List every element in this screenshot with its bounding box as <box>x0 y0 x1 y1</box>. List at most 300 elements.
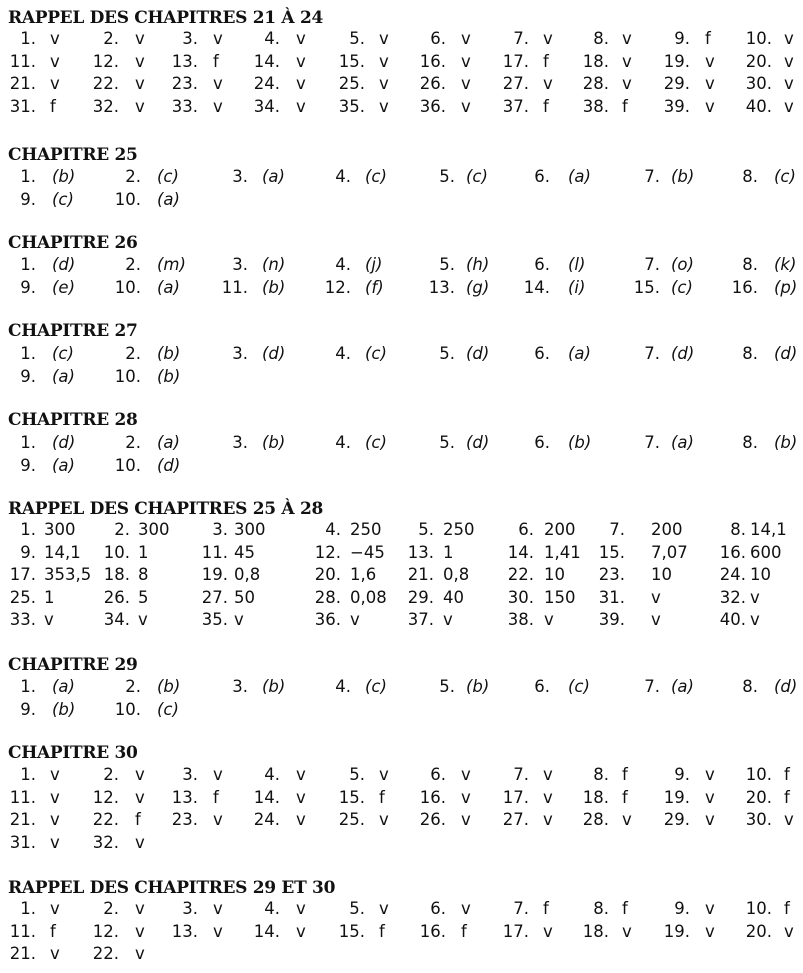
answer-value: 300 <box>138 520 170 539</box>
answer-value: (p) <box>774 277 798 297</box>
answer-value: v <box>750 587 760 607</box>
question-number: 1. <box>20 899 36 918</box>
answer-value: 250 <box>443 520 475 539</box>
question-number: 9. <box>674 29 690 48</box>
answer-value: (a) <box>568 167 591 186</box>
answer-value: v <box>213 899 223 918</box>
answer-value: (b) <box>262 277 286 297</box>
answer-value: (c) <box>568 677 590 696</box>
question-number: 10. <box>103 542 130 562</box>
question-number: 24. <box>719 565 746 585</box>
answer-value: (d) <box>466 433 490 452</box>
answer-value: v <box>379 51 389 71</box>
answer-value: v <box>651 587 661 607</box>
answer-value: f <box>461 921 467 941</box>
answer-value: v <box>461 810 471 830</box>
question-number: 38. <box>582 96 609 116</box>
answer-value: (c) <box>157 699 179 719</box>
answer-row <box>0 73 803 95</box>
question-number: 39. <box>598 610 625 630</box>
question-number: 23. <box>171 74 198 94</box>
answer-row <box>0 898 803 920</box>
answer-value: 0,8 <box>443 565 470 585</box>
question-number: 1. <box>20 677 36 696</box>
answer-value: v <box>543 765 553 784</box>
question-number: 16. <box>719 542 746 562</box>
answer-value: 14,1 <box>750 520 787 539</box>
answer-value: (a) <box>671 433 694 452</box>
answer-value: (b) <box>774 433 798 452</box>
question-number: 13. <box>171 921 198 941</box>
answer-value: (c) <box>671 277 693 297</box>
answer-value: v <box>379 899 389 918</box>
answer-value: f <box>50 921 56 941</box>
question-number: 4. <box>264 899 280 918</box>
question-number: 13. <box>407 542 434 562</box>
question-number: 28. <box>582 74 609 94</box>
answer-row <box>0 277 803 299</box>
answer-value: f <box>543 96 549 116</box>
answer-value: (n) <box>262 255 286 274</box>
answer-row <box>0 564 803 586</box>
question-number: 17. <box>502 787 529 807</box>
question-number: 35. <box>338 96 365 116</box>
question-number: 5. <box>418 520 434 539</box>
question-number: 13. <box>171 51 198 71</box>
question-number: 29. <box>663 74 690 94</box>
answer-value: v <box>135 787 145 807</box>
question-number: 15. <box>338 51 365 71</box>
answer-value: v <box>350 610 360 630</box>
question-number: 2. <box>103 29 119 48</box>
question-number: 8. <box>742 433 758 452</box>
answer-value: v <box>50 74 60 94</box>
question-number: 3. <box>232 344 248 363</box>
question-number: 5. <box>349 899 365 918</box>
question-number: 15. <box>633 277 660 297</box>
question-number: 8. <box>742 167 758 186</box>
answer-value: v <box>50 51 60 71</box>
section-heading: RAPPEL DES CHAPITRES 29 ET 30 <box>8 878 336 898</box>
question-number: 35. <box>201 610 228 630</box>
answer-value: 300 <box>234 520 266 539</box>
answer-value: (c) <box>365 677 387 696</box>
answer-value: v <box>296 51 306 71</box>
section-heading: CHAPITRE 25 <box>8 145 138 165</box>
answer-value: 7,07 <box>651 542 688 562</box>
question-number: 8. <box>593 29 609 48</box>
answer-value: 1 <box>443 542 454 562</box>
answer-value: (a) <box>52 455 75 475</box>
question-number: 9. <box>674 899 690 918</box>
answer-value: v <box>50 899 60 918</box>
answer-value: v <box>213 921 223 941</box>
answer-value: v <box>784 51 794 71</box>
answer-row <box>0 943 803 965</box>
question-number: 11. <box>9 51 36 71</box>
answer-value: v <box>784 921 794 941</box>
question-number: 5. <box>439 167 455 186</box>
question-number: 20. <box>745 51 772 71</box>
answer-value: v <box>622 810 632 830</box>
answer-value: v <box>622 921 632 941</box>
answer-value: 200 <box>544 520 576 539</box>
answer-value: v <box>784 810 794 830</box>
answer-value: v <box>213 29 223 48</box>
question-number: 10. <box>745 899 772 918</box>
question-number: 9. <box>20 277 36 297</box>
question-number: 8. <box>593 899 609 918</box>
answer-value: v <box>705 810 715 830</box>
answer-value: (j) <box>365 255 383 274</box>
answer-value: 0,08 <box>350 587 387 607</box>
question-number: 20. <box>745 921 772 941</box>
question-number: 18. <box>582 787 609 807</box>
question-number: 3. <box>212 520 228 539</box>
question-number: 11. <box>201 542 228 562</box>
question-number: 12. <box>92 787 119 807</box>
question-number: 3. <box>232 677 248 696</box>
answer-value: (g) <box>466 277 490 297</box>
answer-value: v <box>50 765 60 784</box>
answer-value: (a) <box>52 677 75 696</box>
question-number: 21. <box>9 810 36 830</box>
question-number: 16. <box>419 921 446 941</box>
answer-value: (b) <box>671 167 695 186</box>
question-number: 21. <box>9 944 36 964</box>
answer-value: v <box>622 51 632 71</box>
question-number: 16. <box>419 787 446 807</box>
answer-value: 40 <box>443 587 464 607</box>
question-number: 9. <box>674 765 690 784</box>
section-heading: RAPPEL DES CHAPITRES 25 À 28 <box>8 499 323 519</box>
question-number: 7. <box>644 433 660 452</box>
question-number: 8. <box>742 344 758 363</box>
question-number: 8. <box>742 677 758 696</box>
question-number: 19. <box>663 787 690 807</box>
question-number: 36. <box>314 610 341 630</box>
question-number: 25. <box>338 810 365 830</box>
answer-value: v <box>750 610 760 630</box>
question-number: 2. <box>125 167 141 186</box>
question-number: 32. <box>719 587 746 607</box>
answer-value: v <box>135 765 145 784</box>
question-number: 32. <box>92 832 119 852</box>
answer-value: (a) <box>671 677 694 696</box>
answer-row <box>0 832 803 854</box>
question-number: 8. <box>730 520 746 539</box>
question-number: 29. <box>663 810 690 830</box>
answer-value: −45 <box>350 542 385 562</box>
question-number: 7. <box>513 765 529 784</box>
answer-value: f <box>705 29 711 48</box>
answer-row <box>0 189 803 211</box>
answer-value: (b) <box>52 167 76 186</box>
question-number: 1. <box>20 344 36 363</box>
section-heading: RAPPEL DES CHAPITRES 21 À 24 <box>8 8 323 28</box>
answer-value: v <box>135 51 145 71</box>
question-number: 14. <box>507 542 534 562</box>
question-number: 9. <box>20 189 36 209</box>
question-number: 14. <box>253 787 280 807</box>
answer-value: f <box>622 765 628 784</box>
question-number: 23. <box>171 810 198 830</box>
question-number: 40. <box>745 96 772 116</box>
answer-value: 10 <box>544 565 565 585</box>
answer-value: (c) <box>52 189 74 209</box>
answer-value: v <box>705 787 715 807</box>
answer-value: v <box>138 610 148 630</box>
answer-row <box>0 96 803 118</box>
question-number: 31. <box>598 587 625 607</box>
question-number: 12. <box>324 277 351 297</box>
question-number: 34. <box>103 610 130 630</box>
question-number: 20. <box>745 787 772 807</box>
answer-value: (d) <box>671 344 695 363</box>
answer-value: v <box>296 899 306 918</box>
answer-row <box>0 542 803 564</box>
question-number: 24. <box>253 810 280 830</box>
question-number: 6. <box>534 167 550 186</box>
answer-value: 1 <box>44 587 55 607</box>
answer-value: v <box>379 96 389 116</box>
answer-value: (a) <box>157 189 180 209</box>
section-heading: CHAPITRE 26 <box>8 233 138 253</box>
question-number: 16. <box>731 277 758 297</box>
question-number: 37. <box>502 96 529 116</box>
question-number: 28. <box>314 587 341 607</box>
answer-value: v <box>622 74 632 94</box>
question-number: 6. <box>534 433 550 452</box>
question-number: 3. <box>182 29 198 48</box>
answer-value: f <box>135 810 141 830</box>
question-number: 6. <box>534 677 550 696</box>
question-number: 4. <box>335 255 351 274</box>
question-number: 27. <box>201 587 228 607</box>
answer-value: 10 <box>750 565 771 585</box>
question-number: 6. <box>430 899 446 918</box>
question-number: 10. <box>745 765 772 784</box>
answer-value: v <box>622 29 632 48</box>
question-number: 36. <box>419 96 446 116</box>
question-number: 10. <box>745 29 772 48</box>
question-number: 3. <box>232 433 248 452</box>
answer-value: v <box>379 810 389 830</box>
answer-value: (b) <box>157 677 181 696</box>
answer-value: 5 <box>138 587 149 607</box>
question-number: 25. <box>9 587 36 607</box>
answer-value: (c) <box>365 344 387 363</box>
question-number: 24. <box>253 74 280 94</box>
question-number: 18. <box>582 51 609 71</box>
question-number: 17. <box>9 565 36 585</box>
answer-value: v <box>705 921 715 941</box>
answer-value: v <box>213 810 223 830</box>
question-number: 40. <box>719 610 746 630</box>
answer-value: v <box>296 96 306 116</box>
question-number: 12. <box>314 542 341 562</box>
question-number: 4. <box>264 29 280 48</box>
question-number: 7. <box>644 677 660 696</box>
answer-value: f <box>543 51 549 71</box>
question-number: 20. <box>314 565 341 585</box>
question-number: 11. <box>221 277 248 297</box>
question-number: 15. <box>338 921 365 941</box>
answer-value: v <box>461 787 471 807</box>
question-number: 13. <box>171 787 198 807</box>
question-number: 5. <box>439 677 455 696</box>
question-number: 4. <box>335 677 351 696</box>
question-number: 9. <box>20 542 36 562</box>
answer-value: v <box>296 74 306 94</box>
answer-value: v <box>135 899 145 918</box>
question-number: 3. <box>182 899 198 918</box>
answer-value: v <box>135 96 145 116</box>
answer-row <box>0 519 803 541</box>
question-number: 12. <box>92 921 119 941</box>
section-heading: CHAPITRE 28 <box>8 410 138 430</box>
question-number: 5. <box>349 765 365 784</box>
question-number: 7. <box>644 255 660 274</box>
answer-row <box>0 587 803 609</box>
answer-value: v <box>784 74 794 94</box>
answer-value: f <box>379 921 385 941</box>
question-number: 9. <box>20 455 36 475</box>
answer-value: v <box>461 899 471 918</box>
answer-value: v <box>461 765 471 784</box>
answer-value: f <box>784 787 790 807</box>
answer-value: (e) <box>52 277 76 297</box>
question-number: 10. <box>114 366 141 386</box>
question-number: 22. <box>92 74 119 94</box>
question-number: 19. <box>663 921 690 941</box>
question-number: 26. <box>419 810 446 830</box>
question-number: 5. <box>349 29 365 48</box>
question-number: 1. <box>20 765 36 784</box>
question-number: 2. <box>125 677 141 696</box>
answer-value: v <box>135 832 145 852</box>
answer-row <box>0 254 803 276</box>
answer-value: 1,6 <box>350 565 377 585</box>
question-number: 9. <box>20 699 36 719</box>
answer-row <box>0 921 803 943</box>
question-number: 2. <box>114 520 130 539</box>
question-number: 14. <box>253 51 280 71</box>
answer-value: v <box>705 51 715 71</box>
question-number: 9. <box>20 366 36 386</box>
question-number: 1. <box>20 167 36 186</box>
answer-value: 8 <box>138 565 149 585</box>
question-number: 7. <box>513 899 529 918</box>
answer-value: (a) <box>262 167 285 186</box>
question-number: 11. <box>9 787 36 807</box>
question-number: 15. <box>338 787 365 807</box>
question-number: 5. <box>439 433 455 452</box>
answer-value: v <box>213 74 223 94</box>
question-number: 32. <box>92 96 119 116</box>
question-number: 17. <box>502 921 529 941</box>
answer-value: 14,1 <box>44 542 81 562</box>
answer-row <box>0 166 803 188</box>
answer-value: v <box>651 610 661 630</box>
question-number: 6. <box>430 29 446 48</box>
answer-value: (l) <box>568 255 586 274</box>
answer-value: (k) <box>774 255 797 274</box>
question-number: 38. <box>507 610 534 630</box>
answer-value: (i) <box>568 277 586 297</box>
question-number: 7. <box>513 29 529 48</box>
answer-value: v <box>705 96 715 116</box>
answer-value: (m) <box>157 255 186 274</box>
answer-row <box>0 809 803 831</box>
answer-value: (c) <box>774 167 796 186</box>
question-number: 4. <box>264 765 280 784</box>
question-number: 29. <box>407 587 434 607</box>
question-number: 2. <box>125 255 141 274</box>
question-number: 2. <box>125 433 141 452</box>
answer-value: (h) <box>466 255 490 274</box>
question-number: 16. <box>419 51 446 71</box>
answer-value: 0,8 <box>234 565 261 585</box>
answer-value: 200 <box>651 520 683 539</box>
answer-value: f <box>213 787 219 807</box>
answer-value: v <box>213 96 223 116</box>
question-number: 31. <box>9 832 36 852</box>
question-number: 4. <box>335 433 351 452</box>
question-number: 10. <box>114 189 141 209</box>
answer-value: v <box>296 765 306 784</box>
answer-value: v <box>784 29 794 48</box>
answer-value: 600 <box>750 542 782 562</box>
answer-value: v <box>543 74 553 94</box>
question-number: 22. <box>92 810 119 830</box>
answer-value: (d) <box>774 344 798 363</box>
question-number: 10. <box>114 277 141 297</box>
answer-value: v <box>50 810 60 830</box>
answer-value: (d) <box>52 433 76 452</box>
answer-value: v <box>296 921 306 941</box>
question-number: 14. <box>523 277 550 297</box>
answer-value: v <box>234 610 244 630</box>
answer-row <box>0 609 803 631</box>
answer-value: 353,5 <box>44 565 92 585</box>
question-number: 33. <box>171 96 198 116</box>
answer-value: f <box>622 96 628 116</box>
answer-value: (a) <box>157 277 180 297</box>
question-number: 2. <box>125 344 141 363</box>
answer-value: (a) <box>568 344 591 363</box>
answer-row <box>0 28 803 50</box>
answer-value: v <box>135 29 145 48</box>
answer-value: f <box>784 899 790 918</box>
answer-value: (d) <box>157 455 181 475</box>
question-number: 19. <box>663 51 690 71</box>
answer-value: (c) <box>52 344 74 363</box>
answer-value: (b) <box>52 699 76 719</box>
answer-value: 1,41 <box>544 542 581 562</box>
answer-value: v <box>135 944 145 964</box>
question-number: 27. <box>502 74 529 94</box>
answer-value: (d) <box>262 344 286 363</box>
question-number: 26. <box>103 587 130 607</box>
question-number: 34. <box>253 96 280 116</box>
answer-value: v <box>379 29 389 48</box>
question-number: 1. <box>20 520 36 539</box>
question-number: 19. <box>201 565 228 585</box>
question-number: 37. <box>407 610 434 630</box>
question-number: 6. <box>430 765 446 784</box>
answer-value: v <box>50 944 60 964</box>
